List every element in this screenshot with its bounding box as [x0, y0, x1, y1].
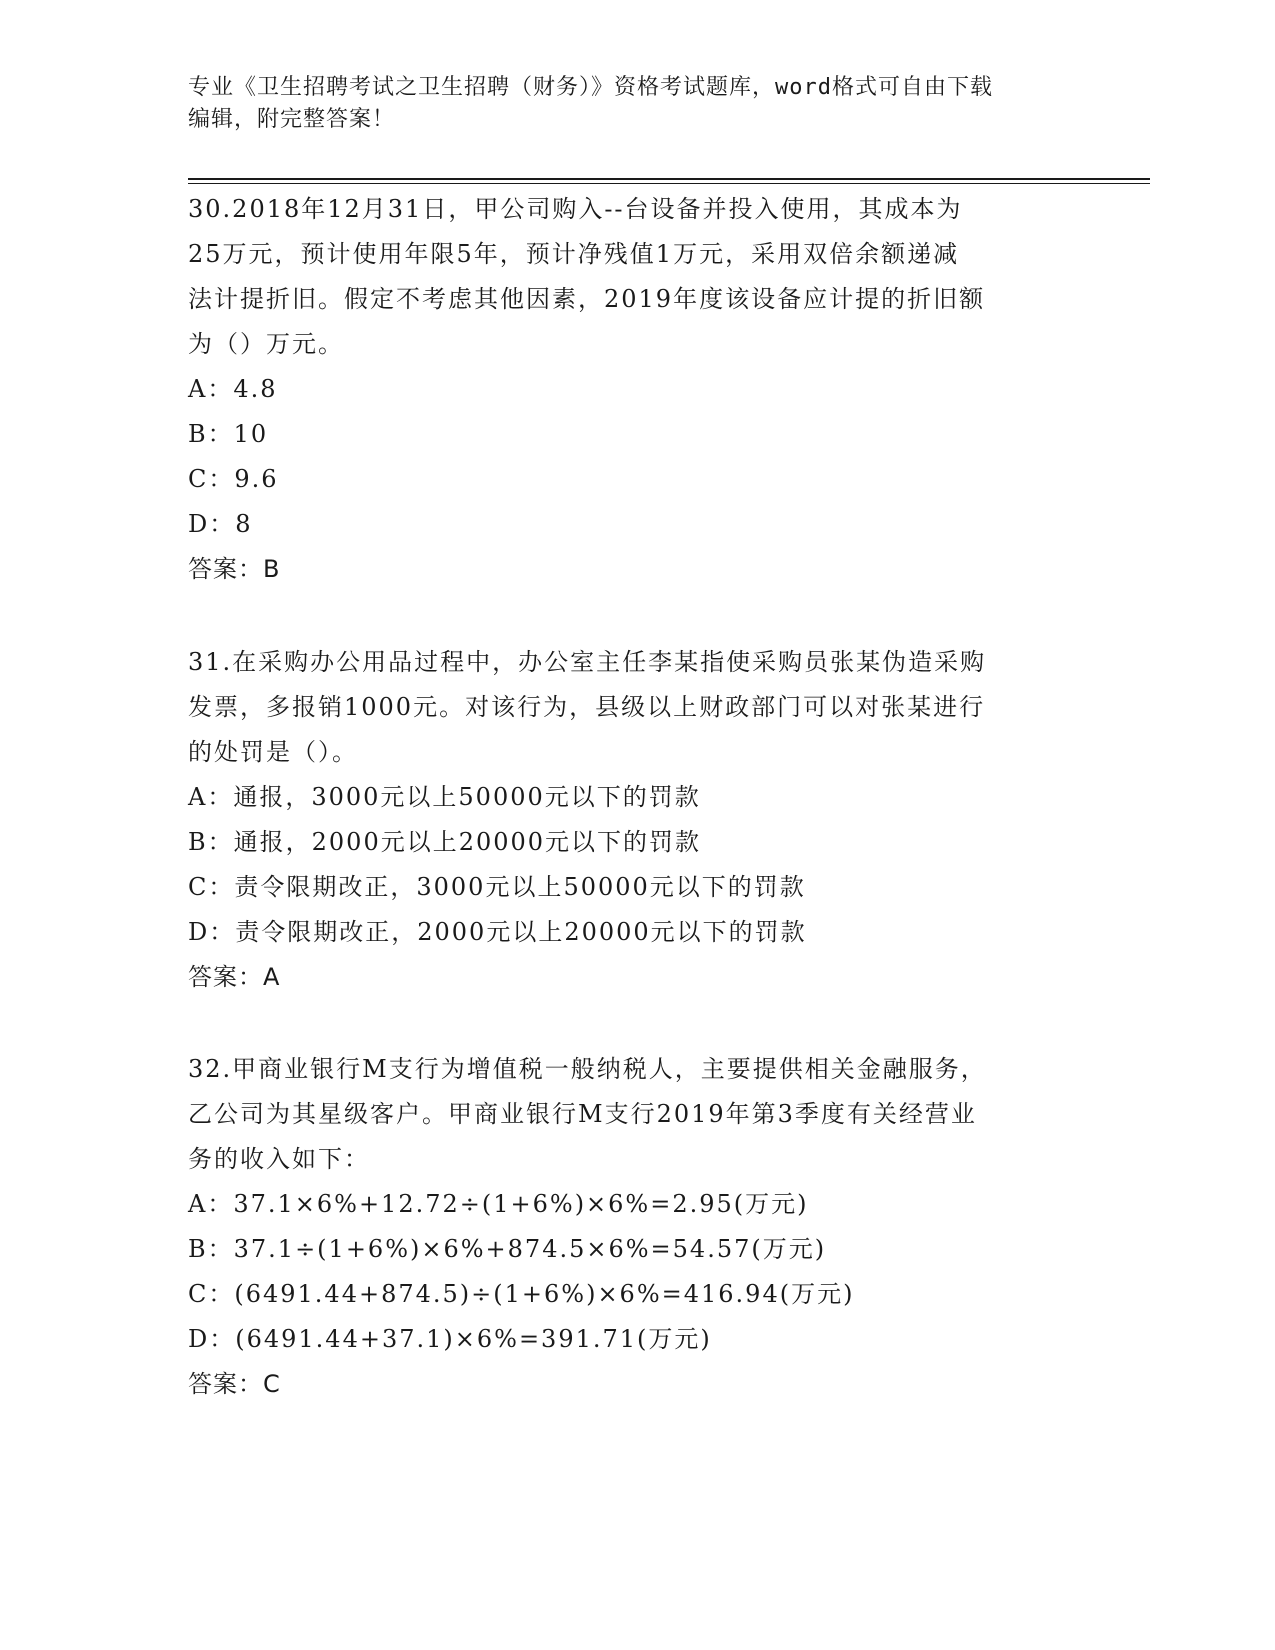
option-a: A：37.1×6%+12.72÷(1+6%)×6%=2.95(万元) — [188, 1190, 809, 1218]
question-text-line: 30.2018年12月31日，甲公司购入--台设备并投入使用，其成本为 — [188, 195, 963, 223]
question-text-line: 发票，多报销1000元。对该行为，县级以上财政部门可以对张某进行 — [188, 693, 986, 721]
option-a: A：4.8 — [188, 375, 278, 403]
question-31 — [188, 640, 1088, 1000]
option-b: B：10 — [188, 420, 269, 448]
question-32 — [188, 1047, 1088, 1407]
question-text-line: 乙公司为其星级客户。甲商业银行M支行2019年第3季度有关经营业 — [188, 1100, 977, 1128]
question-text-line: 为（）万元。 — [188, 330, 344, 358]
option-d: D：(6491.44+37.1)×6%=391.71(万元) — [188, 1325, 712, 1353]
question-text-line: 的处罚是（）。 — [188, 738, 358, 766]
question-text-line: 31.在采购办公用品过程中，办公室主任李某指使采购员张某伪造采购 — [188, 648, 987, 676]
option-a: A：通报，3000元以上50000元以下的罚款 — [188, 783, 701, 811]
question-text-line: 32.甲商业银行M支行为增值税一般纳税人，主要提供相关金融服务， — [188, 1055, 987, 1083]
question-text-line: 25万元，预计使用年限5年，预计净残值1万元，采用双倍余额递减 — [188, 240, 960, 268]
option-c: C：责令限期改正，3000元以上50000元以下的罚款 — [188, 873, 806, 901]
option-b: B：通报，2000元以上20000元以下的罚款 — [188, 828, 702, 856]
header-divider-thin — [188, 183, 1150, 184]
option-b: B：37.1÷(1+6%)×6%+874.5×6%=54.57(万元) — [188, 1235, 827, 1263]
answer-label: 答案：C — [188, 1370, 281, 1398]
header-divider-thick — [188, 178, 1150, 180]
option-d: D：8 — [188, 510, 253, 538]
answer-label: 答案：B — [188, 555, 281, 583]
option-c: C：9.6 — [188, 465, 279, 493]
header-line-2: 编辑，附完整答案！ — [188, 107, 396, 132]
document-header — [188, 72, 1088, 136]
question-text-line: 法计提折旧。假定不考虑其他因素，2019年度该设备应计提的折旧额 — [188, 285, 986, 313]
answer-label: 答案：A — [188, 963, 281, 991]
question-text-line: 务的收入如下： — [188, 1145, 370, 1173]
question-30 — [188, 187, 1088, 592]
option-c: C：(6491.44+874.5)÷(1+6%)×6%=416.94(万元) — [188, 1280, 855, 1308]
option-d: D：责令限期改正，2000元以上20000元以下的罚款 — [188, 918, 807, 946]
header-line-1: 专业《卫生招聘考试之卫生招聘（财务）》资格考试题库，word格式可自由下载 — [188, 75, 993, 100]
